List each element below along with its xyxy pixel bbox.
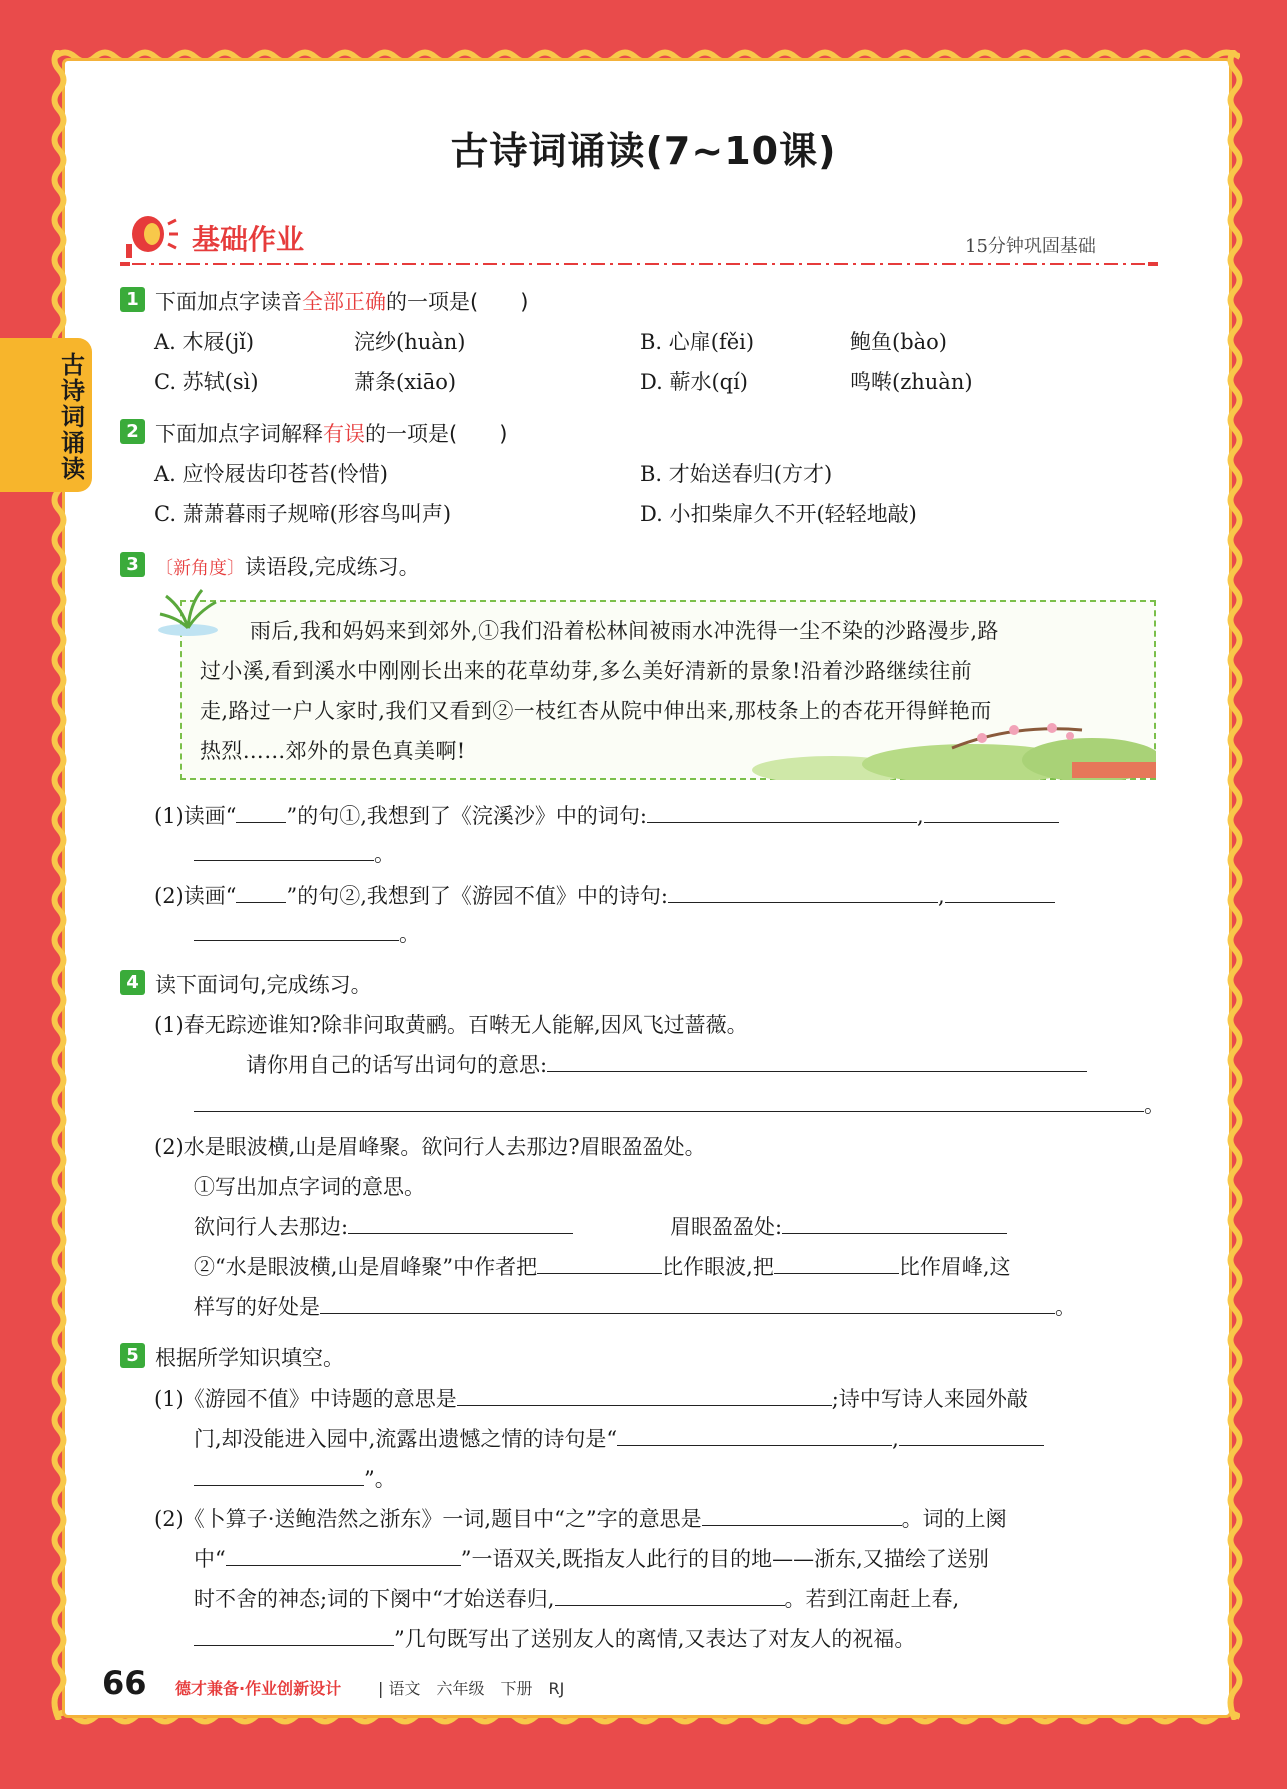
q4-sub2-blank-2[interactable]: [774, 1252, 899, 1274]
q4-word-1: 欲问行人去那边:: [194, 1211, 573, 1241]
q5-sub1-blank-3[interactable]: [899, 1424, 1044, 1446]
q4-sub2-blank-1[interactable]: [537, 1252, 662, 1274]
question-number-3: 3: [120, 552, 145, 577]
side-tab-label: 古诗词诵读: [61, 351, 85, 483]
q5-sub1-line2: 门,却没能进入园中,流露出遗憾之情的诗句是“ ,: [194, 1423, 1044, 1453]
q5-stem: 根据所学知识填空。: [155, 1346, 344, 1370]
q5-sub2-blank-4[interactable]: [194, 1624, 394, 1646]
q1-stem: 下面加点字读音全部正确的一项是( ): [155, 290, 529, 314]
q3-sub1-blank-3[interactable]: [194, 839, 374, 861]
q3-sub2-blank-3[interactable]: [194, 919, 399, 941]
q3-sub1-cont: 。: [194, 838, 395, 868]
q5-sub2-line2: 中“ ”一语双关,既指友人此行的目的地——浙东,又描绘了送别: [194, 1543, 989, 1573]
q1-option-b1[interactable]: B. 心扉(fěi): [640, 330, 755, 354]
q3-sub1: (1)读画“ ”的句①,我想到了《浣溪沙》中的词句: ,: [154, 800, 1059, 830]
question-number-4: 4: [120, 970, 145, 995]
passage-line-1: 雨后,我和妈妈来到郊外,①我们沿着松林间被雨水冲洗得一尘不染的沙路漫步,路: [250, 619, 999, 643]
q4-sentence-2: (2)水是眼波横,山是眉峰聚。欲问行人去那边?眉眼盈盈处。: [154, 1135, 706, 1159]
q2-stem: 下面加点字词解释有误的一项是( ): [155, 422, 508, 446]
q4-sub1: 请你用自己的话写出词句的意思:: [246, 1049, 1087, 1079]
question-number-1: 1: [120, 287, 145, 312]
q5-sub1-blank-2[interactable]: [617, 1424, 892, 1446]
q3-sub2-blank-2[interactable]: [945, 881, 1055, 903]
q4-word-2-blank[interactable]: [782, 1212, 1007, 1234]
q5-sub2-line3: 时不舍的神态;词的下阕中“才始送春归, 。若到江南赶上春,: [194, 1583, 959, 1613]
q4-sub1-blank-1[interactable]: [547, 1050, 1087, 1072]
q3-sub2-blank-1[interactable]: [668, 881, 938, 903]
q1-option-c1[interactable]: C. 苏轼(sì): [154, 370, 259, 394]
frame-wave-right: [1226, 50, 1244, 1720]
q1-option-d2[interactable]: 鸣啭(zhuàn): [850, 370, 973, 394]
q5-sub1-line3: ”。: [194, 1463, 396, 1493]
q5-sub1-blank-4[interactable]: [194, 1464, 364, 1486]
passage-line-2: 过小溪,看到溪水中刚刚长出来的花草幼芽,多么美好清新的景象!沿着沙路继续往前: [200, 659, 972, 683]
q5-sub2-line4: ”几句既写出了送别友人的离情,又表达了对友人的祝福。: [194, 1623, 915, 1653]
page-title: 古诗词诵读(7~10课): [450, 129, 837, 173]
q5-sub2: (2)《卜算子·送鲍浩然之浙东》一词,题目中“之”字的意思是 。词的上阕: [154, 1503, 1007, 1533]
grass-icon: [152, 588, 224, 638]
section-title: 基础作业: [192, 223, 305, 256]
q4-sub1-cont: 。: [194, 1089, 1165, 1119]
q4-sub2-2: ②“水是眼波横,山是眉峰聚”中作者把 比作眼波,把 比作眉峰,这: [194, 1251, 1011, 1281]
q1-option-b2[interactable]: 鲍鱼(bào): [850, 330, 947, 354]
q4-sub2-1: ①写出加点字词的意思。: [194, 1175, 425, 1199]
q2-option-c[interactable]: C. 萧萧暮雨子规啼(形容鸟叫声): [154, 502, 452, 526]
loudspeaker-icon: [120, 210, 180, 262]
question-number-5: 5: [120, 1343, 145, 1368]
q5-sub2-blank-1[interactable]: [702, 1504, 902, 1526]
question-number-2: 2: [120, 419, 145, 444]
q4-stem: 读下面词句,完成练习。: [155, 973, 372, 997]
q5-sub2-blank-3[interactable]: [555, 1584, 785, 1606]
q2-option-d[interactable]: D. 小扣柴扉久不开(轻轻地敲): [640, 502, 917, 526]
q4-sub2-2-cont: 样写的好处是 。: [194, 1291, 1076, 1321]
passage-line-4: 热烈……郊外的景色真美啊!: [200, 739, 466, 763]
q3-sub1-blank-1[interactable]: [647, 801, 917, 823]
q2-option-a[interactable]: A. 应怜屐齿印苍苔(怜惜): [154, 462, 388, 486]
footer-brand: 德才兼备·作业创新设计: [175, 1679, 342, 1698]
q4-sub1-blank-2[interactable]: [194, 1090, 1144, 1112]
section-divider: [120, 262, 1158, 266]
q3-sub2: (2)读画“ ”的句②,我想到了《游园不值》中的诗句: ,: [154, 880, 1055, 910]
q1-option-d1[interactable]: D. 蕲水(qí): [640, 370, 748, 394]
q2-option-b[interactable]: B. 才始送春归(方才): [640, 462, 833, 486]
q5-sub1: (1)《游园不值》中诗题的意思是 ;诗中写诗人来园外敲: [154, 1383, 1028, 1413]
q3-sub2-cont: 。: [194, 918, 420, 948]
q4-word-1-blank[interactable]: [348, 1212, 573, 1234]
q1-option-c2[interactable]: 萧条(xiāo): [354, 370, 457, 394]
hedge-illustration: [752, 720, 1156, 780]
q5-sub2-blank-2[interactable]: [226, 1544, 461, 1566]
q3-stem: 〔新角度〕读语段,完成练习。: [155, 555, 420, 579]
passage-line-3: 走,路过一户人家时,我们又看到②一枝红杏从院中伸出来,那枝条上的杏花开得鲜艳而: [200, 699, 992, 723]
q1-option-a2[interactable]: 浣纱(huàn): [354, 330, 466, 354]
section-subtitle: 15分钟巩固基础: [965, 236, 1096, 257]
footer-info: | 语文 六年级 下册 RJ: [378, 1679, 565, 1698]
page-number: 66: [102, 1664, 147, 1702]
q4-sentence-1: (1)春无踪迹谁知?除非问取黄鹂。百啭无人能解,因风飞过蔷薇。: [154, 1013, 748, 1037]
q4-sub2-blank-3[interactable]: [320, 1292, 1055, 1314]
q1-option-a1[interactable]: A. 木屐(jǐ): [154, 330, 255, 354]
q3-sub1-blank-2[interactable]: [924, 801, 1059, 823]
q4-word-2: 眉眼盈盈处:: [670, 1211, 1007, 1241]
frame-wave-left: [50, 50, 68, 1720]
q5-sub1-blank-1[interactable]: [457, 1384, 832, 1406]
